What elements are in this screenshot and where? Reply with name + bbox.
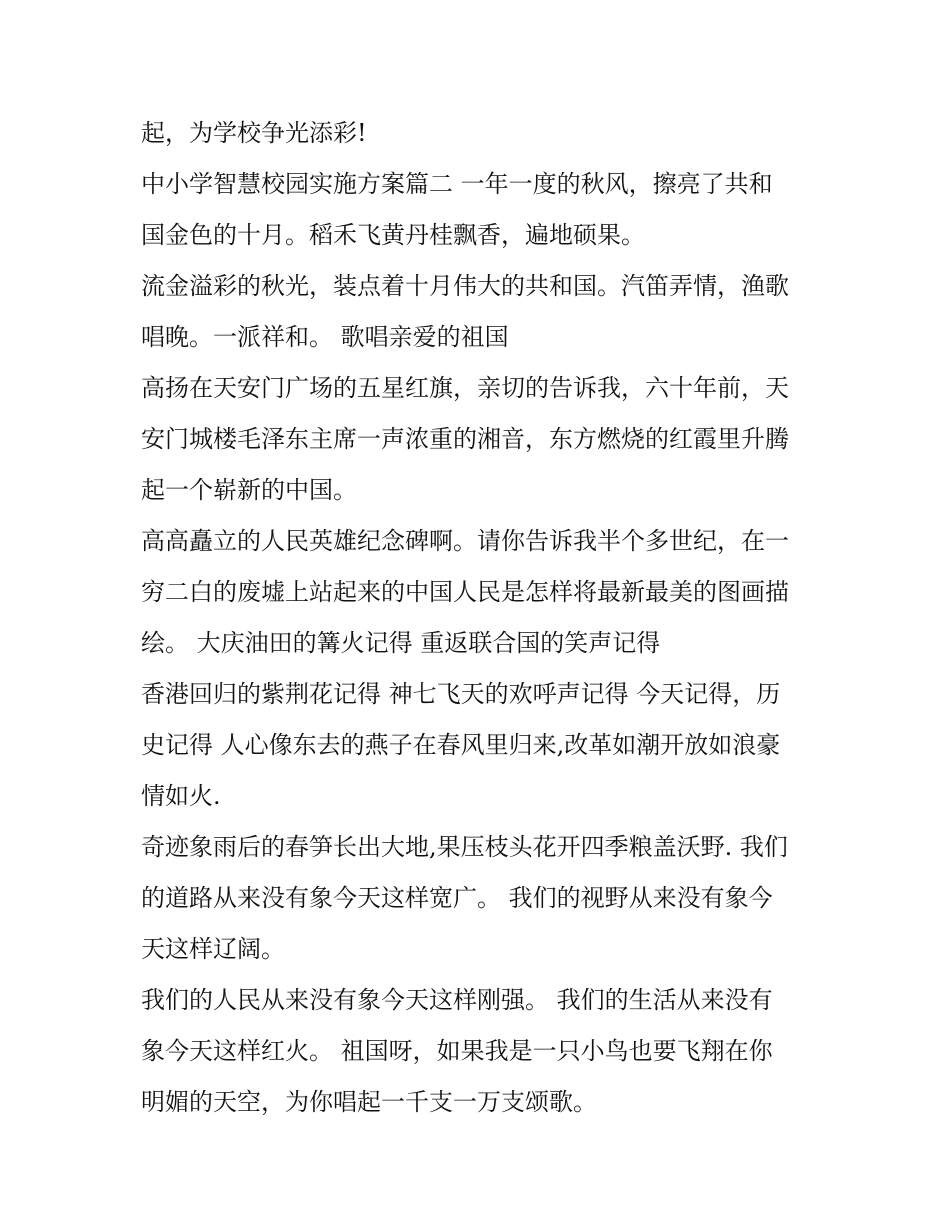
text-line: 唱晚。一派祥和。 歌唱亲爱的祖国 (141, 323, 509, 351)
text-line: 国金色的十月。稻禾飞黄丹桂飘香，遍地硕果。 (141, 221, 645, 249)
text-line: 的道路从来没有象今天这样宽广。 我们的视野从来没有象今 (141, 884, 773, 912)
text-line: 明媚的天空，为你唱起一千支一万支颂歌。 (141, 1088, 597, 1116)
text-line: 高扬在天安门广场的五星红旗，亲切的告诉我，六十年前，天 (141, 374, 789, 402)
text-line: 起一个崭新的中国。 (141, 476, 357, 504)
text-line: 安门城楼毛泽东主席一声浓重的湘音，东方燃烧的红霞里升腾 (141, 425, 789, 453)
text-line: 奇迹象雨后的春笋长出大地,果压枝头花开四季粮盖沃野. 我们 (141, 833, 788, 861)
text-line: 绘。 大庆油田的篝火记得 重返联合国的笑声记得 (141, 629, 661, 657)
text-line: 中小学智慧校园实施方案篇二 一年一度的秋风，擦亮了共和 (141, 170, 773, 198)
text-line: 天这样辽阔。 (141, 935, 285, 963)
text-line: 香港回归的紫荆花记得 神七飞天的欢呼声记得 今天记得，历 (141, 680, 781, 708)
text-line: 我们的人民从来没有象今天这样刚强。 我们的生活从来没有 (141, 986, 773, 1014)
document-body (141, 108, 821, 1128)
text-line: 史记得 人心像东去的燕子在春风里归来,改革如潮开放如浪豪 (141, 731, 781, 759)
text-line: 象今天这样红火。 祖国呀，如果我是一只小鸟也要飞翔在你 (141, 1037, 773, 1065)
text-line: 起，为学校争光添彩! (141, 119, 367, 147)
text-line: 流金溢彩的秋光，装点着十月伟大的共和国。汽笛弄情，渔歌 (141, 272, 789, 300)
text-line: 情如火. (141, 782, 221, 810)
text-line: 高高矗立的人民英雄纪念碑啊。请你告诉我半个多世纪，在一 (141, 527, 789, 555)
text-line: 穷二白的废墟上站起来的中国人民是怎样将最新最美的图画描 (141, 578, 789, 606)
